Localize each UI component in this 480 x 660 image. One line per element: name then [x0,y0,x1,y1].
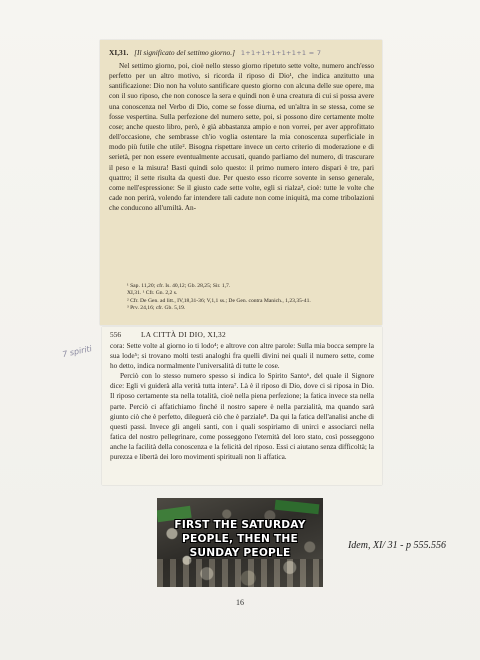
footnotes [109,283,374,327]
meme-image [157,498,323,587]
excerpt-body [110,341,374,491]
footnote: ³ Prv. 24,16; cfr. Gb. 5,19. [127,304,186,311]
crowd-texture [157,559,323,587]
meme-line: PEOPLE, THEN THE [182,533,298,545]
section-reference: XI,31. [109,48,129,57]
page-header [110,330,374,340]
running-head: LA CITTÀ DI DIO, XI,32 [140,330,226,339]
book-excerpt-1 [100,40,382,325]
footnote: ¹ Sap. 11,20; cfr. Is. 40,12; Gb. 28,25; Sir. 1,7. [127,283,231,289]
meme-line: FIRST THE SATURDAY [174,519,306,531]
meme-line: SUNDAY PEOPLE [189,547,291,559]
excerpt-paragraph: Nel settimo giorno, poi, cioè nello stesso giorno ripetuto sette volte, numero anch'esso perfetto per un altro motivo, si ricorda il riposo di Dio¹, che indica anzitutto una santificazione: Dio non ha voluto santificare questo giorno con alcuna delle sue opere, ma con il suo riposo, che non conosce la sera e quindi non è una creatura di cui si possa avere una conoscenza nel Verbo di Dio, come se fosse diurna, ed un'altra in se stessa, come se fosse vespertina. Sulla perfezione del numero sette, poi, si possono dire certamente molte cose; anche questo libro, però, è già abbastanza ampio e non vorrei, per aver approfittato dell'occasione, che sembrasse ch'io voglia ostentare la mia conoscenza superficiale in modo più futile che utile². Bisogna rispettare invece un certo criterio di moderazione e di serietà, per non essere eventualmente accusati, quando parliamo del numero, di trascurare il peso e la misura! Basti quindi solo questo: il primo numero intero dispari è tre, pari quattro; il sette risulta da questi due. Per questo esso ricorre sovente in senso generale, come nell'espressione: Se il giusto cade sette volte, egli si rialza³, cioè: tutte le volte che cade non perirà, volendo far intendere tali cadute non come iniquità, ma come tribolazioni che conducono all'umiltà. An- [109,62,374,213]
source-caption: Idem, XI/ 31 - p 555.556 [347,540,446,551]
flag-shape [275,500,320,515]
book-excerpt-2 [102,327,382,485]
excerpt-paragraph: Perciò con lo stesso numero spesso si indica lo Spirito Santo⁶, del quale il Signore dice: Egli vi guiderà alla verità tutta intera⁷. Là è il riposo di Dio, dove ci si riposa in Dio. Il riposo certamente sta nella totalità, cioè nella piena perfezione; la fatica invece sta nella parte. Perciò ci affatichiamo finché il nostro sapere è nella parzialità, ma quando sarà giunto ciò che è perfetto, dileguerà ciò che è parziale⁸. Da qui la fatica dell'analisi anche di questi passi. Invece gli angeli santi, con i quali sospiriamo di unirci e associarci nella fatica del nostro pellegrinare, come posseggono l'eternità del loro stato, così posseggono anche la facilità della conoscenza e la felicità del riposo. Essi ci aiutano senza difficoltà; la purezza e libertà dei loro movimenti spirituali non li affatica. [110,372,374,462]
section-header [109,48,374,58]
footnote: XI,31. ¹ Cfr. Gn. 2,2 s. [127,290,178,297]
margin-annotation: 7 spiriti [61,344,93,360]
excerpt-paragraph: cora: Sette volte al giorno io ti lodo⁴; e altrove con altre parole: Sulla mia bocca sempre la sua lode⁵; si trovano molti testi analoghi fra quelli divini nei quali il numero sette, come ho detto, indica normalmente l'universalità di tutte le cose. [110,342,374,371]
section-title: [Il significato del settimo giorno.] [134,48,235,57]
footnote: ² Cfr. De Gen. ad litt., IV,18,31-36; V,1,1 ss.; De Gen. contra Manich., 1,23,35-41. [127,297,311,304]
meme-caption [157,518,323,560]
book-page-number: 556 [110,330,122,339]
pencil-annotation: 1+1+1+1+1+1+1 = 7 [240,49,322,57]
page-number: 16 [236,598,244,607]
